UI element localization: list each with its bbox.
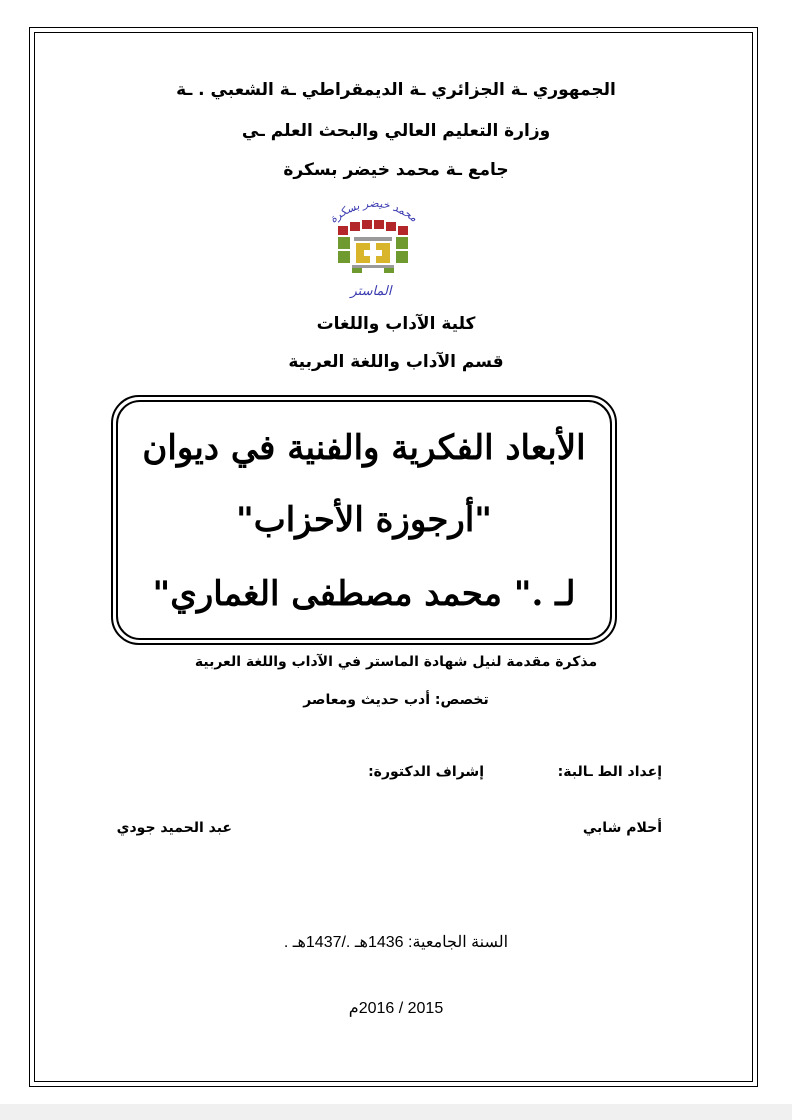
- supervisor-label: إشراف الدكتورة:: [368, 764, 484, 780]
- logo-arc-text: محمد خيضر بسكرة: [327, 196, 420, 226]
- department-heading: قسم الآداب واللغة العربية: [288, 352, 504, 372]
- thesis-title-line-3: لـ ." محمد مصطفى الغماري": [152, 574, 576, 614]
- thesis-title-line-1: الأبعاد الفكرية والفنية في ديوان: [142, 428, 586, 468]
- gregorian-year: 2015 / 2016م: [348, 1000, 444, 1017]
- logo-bottom-text: الماستر: [350, 284, 392, 299]
- student-name: أحلام شابي: [582, 820, 662, 836]
- memo-description: مذكرة مقدمة لنيل شهادة الماستر في الآداب واللغة العربية: [194, 654, 598, 670]
- supervisor-name: عبد الحميد جودي: [116, 820, 232, 836]
- republic-heading: الجمهوري ـة الجزائري ـة الديمقراطي ـة الشعبي . ـة: [176, 80, 616, 100]
- academic-year: السنة الجامعية: 1436هـ ./1437هـ .: [283, 934, 509, 951]
- ministry-heading: وزارة التعليم العالي والبحث العلم ـي: [241, 121, 551, 141]
- university-logo: [316, 192, 426, 302]
- faculty-heading: كلية الآداب واللغات: [316, 314, 476, 334]
- page-bottom-strip: [0, 1104, 792, 1120]
- thesis-title-line-2: "أرجوزة الأحزاب": [235, 500, 492, 540]
- university-heading: جامع ـة محمد خيضر بسكرة: [283, 160, 509, 180]
- prepared-by-label: إعداد الط ـالبة:: [557, 764, 662, 780]
- specialization-line: تخصص: أدب حديث ومعاصر: [303, 692, 489, 708]
